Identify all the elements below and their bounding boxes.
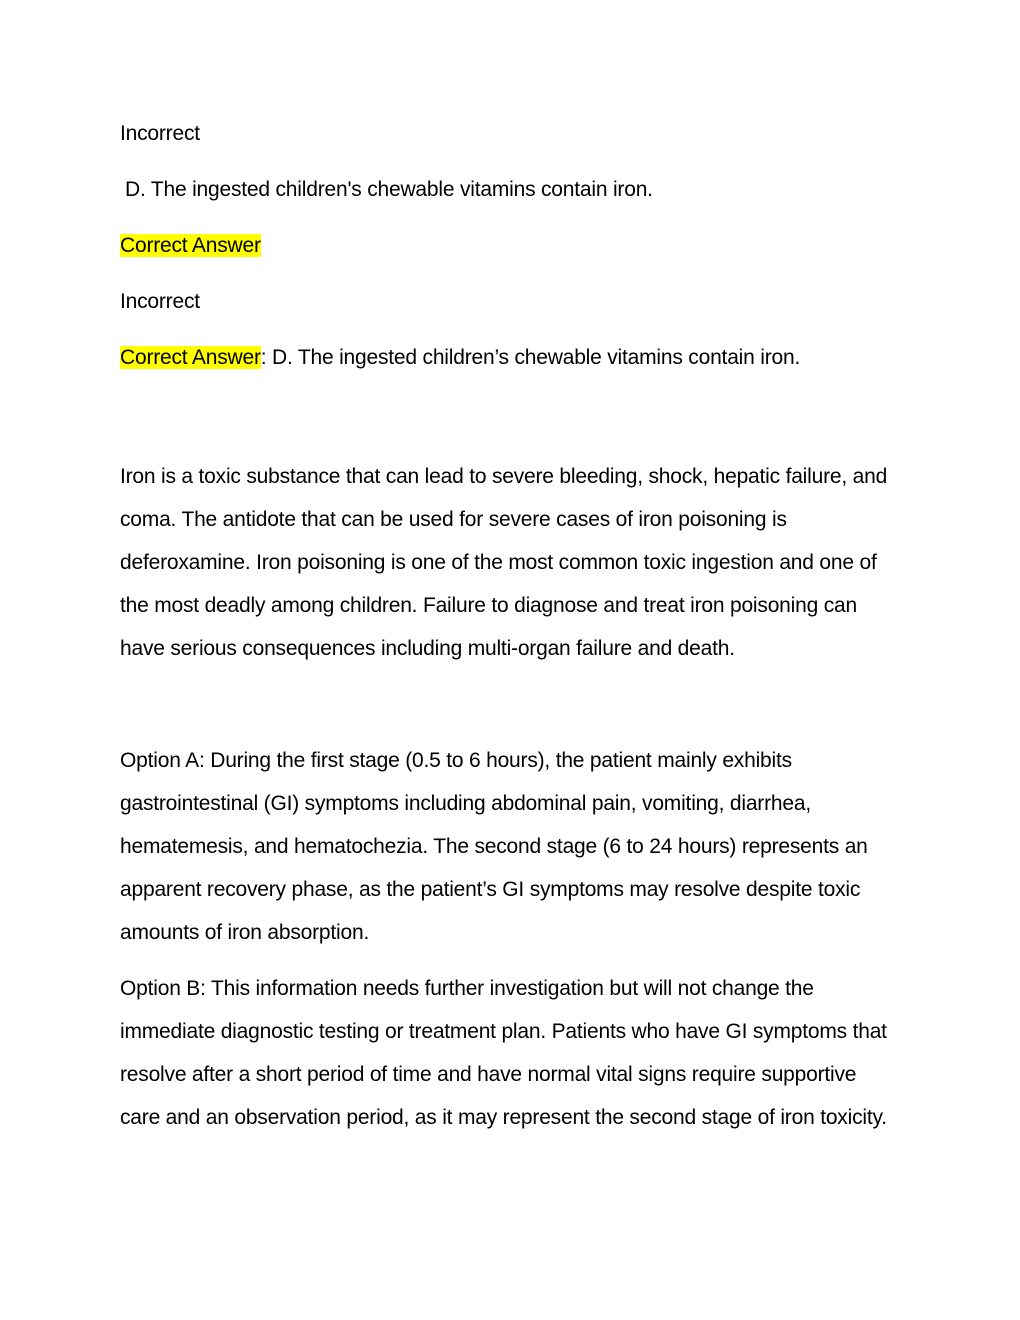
document-body xyxy=(120,119,900,1139)
correct-answer-highlight: Correct Answer xyxy=(120,234,261,257)
correct-answer-statement-text: : D. The ingested children’s chewable vitamins contain iron. xyxy=(260,346,801,369)
option-a-paragraph: Option A: During the first stage (0.5 to 6 hours), the patient mainly exhibits gastrointestinal (GI) symptoms including abdominal pain, vomiting, diarrhea, hematemesis, and hematochezia. The second stage (6 to 24 hours) represents an apparent recovery phase, as the patient’s GI symptoms may resolve despite toxic amounts of iron absorption. xyxy=(120,749,868,944)
status-incorrect-1: Incorrect xyxy=(120,122,200,145)
option-b-paragraph: Option B: This information needs further investigation but will not change the immediate diagnostic testing or treatment plan. Patients who have GI symptoms that resolve after a short period of time and have normal vital signs require supportive care and an observation period, as it may represent the second stage of iron toxicity. xyxy=(120,977,887,1129)
explanation-paragraph: Iron is a toxic substance that can lead to severe bleeding, shock, hepatic failure, and coma. The antidote that can be used for severe cases of iron poisoning is deferoxamine. Iron poisoning is one of the most common toxic ingestion and one of the most deadly among children. Failure to diagnose and treat iron poisoning can have serious consequences including multi-organ failure and death. xyxy=(120,465,888,660)
status-incorrect-2: Incorrect xyxy=(120,290,200,313)
correct-answer-statement-highlight: Correct Answer xyxy=(120,346,261,369)
correct-answer-label-line xyxy=(120,231,900,261)
option-d-line: D. The ingested children's chewable vitamins contain iron. xyxy=(125,178,653,201)
correct-answer-statement xyxy=(120,343,900,373)
